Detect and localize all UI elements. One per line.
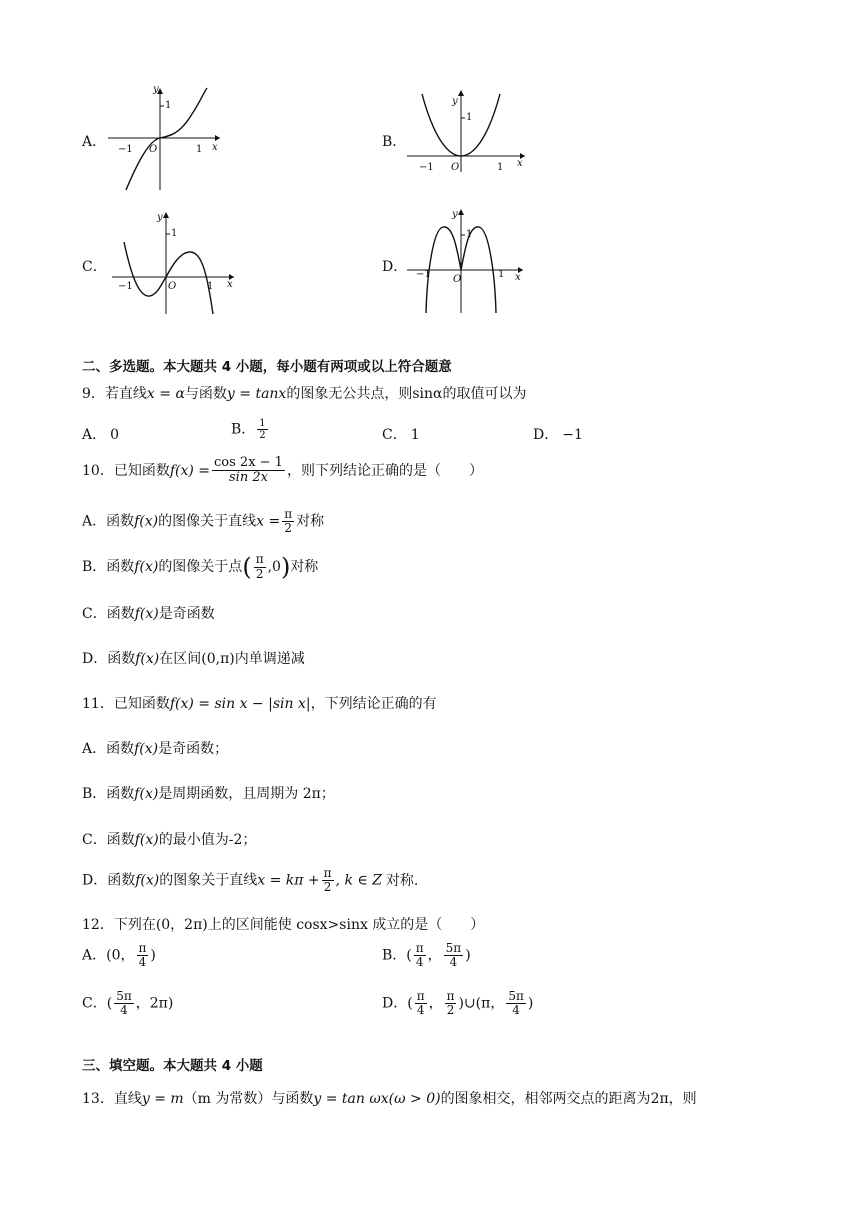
y-axis-label: y (153, 84, 159, 95)
frac-num: 5π (445, 941, 462, 955)
option-text: 函数 (106, 559, 135, 575)
origin-label: O (168, 281, 177, 292)
option-eq: x = kπ + (257, 872, 320, 889)
q9-option-b (231, 418, 270, 441)
q11-prefix: 11．已知函数 (82, 696, 170, 712)
option-fx: f(x) (134, 606, 159, 622)
option-label: C． (82, 995, 107, 1012)
x-axis-label: x (212, 142, 218, 153)
question-11 (82, 693, 437, 713)
q11-suffix: ，下列结论正确的有 (310, 696, 437, 712)
option-text: 的最小值为-2； (158, 832, 257, 848)
q13-func: y = tan ωx(ω > 0) (313, 1091, 441, 1107)
frac-den: 4 (449, 955, 458, 970)
option-text: 函数 (106, 606, 135, 622)
frac-num: π (255, 552, 264, 567)
option-label: C． (82, 832, 107, 848)
q11-option-d (82, 867, 418, 894)
frac-den: 4 (415, 955, 424, 970)
option-value: 0 (110, 427, 120, 443)
graph-c-label: C． (82, 259, 107, 275)
option-text: 是奇函数； (158, 741, 229, 757)
option-text: ) (465, 947, 471, 964)
option-label: C． (382, 427, 407, 443)
frac-den: 4 (138, 955, 147, 970)
frac-den: 4 (416, 1003, 425, 1018)
option-text: 的图象关于直线 (159, 872, 258, 889)
option-text: 函数 (106, 832, 135, 848)
option-point: ,0 (267, 559, 281, 575)
x-axis-label: x (515, 272, 521, 283)
option-text: ， (428, 995, 443, 1012)
option-fraction (254, 553, 266, 580)
option-text: 是奇函数 (158, 606, 215, 622)
q9-option-c (382, 424, 420, 444)
origin-label: O (453, 274, 462, 285)
option-text: 函数 (106, 741, 135, 757)
q12-option-d (382, 990, 533, 1017)
q9-sin: sinα (412, 386, 443, 402)
q10-fraction (212, 456, 285, 486)
tick-y1: 1 (165, 100, 172, 111)
option-fraction (282, 508, 294, 535)
frac-den: 4 (120, 1003, 128, 1018)
frac-den: 4 (512, 1003, 520, 1018)
origin-label: O (149, 144, 158, 155)
q9-option-d (533, 424, 583, 444)
q9-func: y = tanx (226, 386, 287, 402)
option-value: 1 (410, 427, 420, 443)
question-12: 12．下列在(0，2π)上的区间能使 cosx>sinx 成立的是（ ） (82, 917, 485, 933)
tick-y1: 1 (171, 228, 178, 239)
q10-fx: f(x) = (169, 462, 211, 479)
option-fraction (322, 867, 334, 894)
option-text: 的图像关于点 (158, 559, 243, 575)
option-text: (0， (106, 947, 135, 964)
q13-note: （m 为常数）与函数 (183, 1091, 314, 1107)
q13-suffix: 的图象相交，相邻两交点的距离为 (440, 1091, 651, 1107)
option-label: B． (82, 786, 107, 802)
option-interval: (0,π) (201, 651, 235, 667)
section-2-title: 二、多选题。本大题共 4 小题，每小题有两项或以上符合题意 (82, 359, 452, 375)
frac-den: sin 2x (229, 470, 268, 486)
option-fx: f(x) (134, 741, 159, 757)
tick-y1: 1 (466, 112, 473, 123)
option-label: A． (82, 513, 107, 530)
tick-1: 1 (498, 269, 505, 280)
frac-den: 2 (446, 1003, 455, 1018)
frac-num: 1 (259, 418, 266, 429)
y-axis-label: y (452, 96, 458, 107)
q10-option-d (82, 648, 305, 668)
option-label: D． (382, 995, 408, 1012)
option-text: ) (527, 995, 534, 1012)
frac-num: π (416, 989, 425, 1003)
q10-option-a (82, 508, 324, 535)
option-label: D． (533, 427, 559, 443)
q9-end: 的取值可以为 (442, 386, 527, 402)
option-label: A． (82, 427, 107, 443)
frac-den: 2 (259, 430, 266, 441)
q11-expr: f(x) = sin x − |sin x| (169, 696, 311, 712)
option-fraction (137, 942, 149, 969)
q9-line: x = α (146, 386, 185, 402)
q10-suffix: ，则下列结论正确的是（ ） (286, 462, 483, 479)
option-text: ) (150, 947, 156, 964)
option-value: −1 (562, 427, 583, 443)
option-text: 对称 (290, 559, 319, 575)
option-label: D． (82, 872, 108, 889)
q12-option-c (82, 990, 173, 1017)
question-13 (82, 1088, 697, 1108)
option-fraction (257, 418, 267, 441)
frac-num: π (284, 507, 293, 521)
frac-num: 5π (508, 989, 524, 1003)
q10-option-c (82, 603, 215, 623)
q9-mid: 与函数 (184, 386, 227, 402)
question-10 (82, 456, 483, 486)
q10-prefix: 10．已知函数 (82, 462, 170, 479)
option-fraction (114, 990, 134, 1017)
q11-option-c (82, 829, 256, 849)
option-fx: f(x) (135, 872, 160, 889)
option-fraction (444, 942, 464, 969)
q12-option-a (82, 942, 156, 969)
frac-num: π (415, 941, 424, 955)
option-fx: f(x) (134, 513, 159, 530)
frac-den: 2 (323, 880, 332, 895)
section-3-title: 三、填空题。本大题共 4 小题 (82, 1058, 263, 1074)
option-text: 函数 (107, 651, 136, 667)
q9-option-a (82, 424, 119, 444)
frac-num: π (138, 941, 147, 955)
option-label: B． (82, 559, 107, 575)
option-text: 对称. (385, 872, 419, 889)
graph-b-label: B． (382, 134, 407, 150)
option-fraction (506, 990, 526, 1017)
q13-end: ，则 (668, 1091, 697, 1107)
option-text: ( (407, 995, 413, 1012)
option-text: ( (106, 995, 113, 1012)
q9-prefix: 9．若直线 (82, 386, 147, 402)
tick-neg1: −1 (118, 144, 133, 155)
frac-num: π (323, 866, 332, 880)
x-axis-label: x (227, 279, 233, 290)
option-text: 内单调递减 (234, 651, 305, 667)
question-9 (82, 383, 526, 403)
q13-dist: 2π (650, 1091, 669, 1107)
option-fx: f(x) (134, 832, 159, 848)
frac-num: π (446, 989, 455, 1003)
option-text: 函数 (106, 786, 135, 802)
option-text: ，2π) (135, 995, 174, 1012)
option-text: 在区间 (159, 651, 202, 667)
option-label: A． (82, 741, 107, 757)
q9-suffix: 的图象无公共点，则 (286, 386, 413, 402)
option-tail: , k ∈ Z (335, 872, 382, 889)
q11-option-a (82, 738, 228, 758)
option-text: ， (427, 947, 442, 964)
tick-y1: 1 (466, 229, 473, 240)
option-fx: f(x) (134, 786, 159, 802)
graph-c (110, 208, 240, 322)
option-label: A． (82, 947, 107, 964)
graph-a (104, 84, 224, 198)
option-fx: f(x) (135, 651, 160, 667)
option-text: 函数 (107, 872, 136, 889)
frac-den: 2 (255, 566, 264, 581)
graph-d-label: D． (382, 259, 408, 275)
tick-neg1: −1 (416, 269, 431, 280)
q13-line: y = m (141, 1091, 184, 1107)
option-label: C． (82, 606, 107, 622)
option-fraction (414, 942, 426, 969)
graph-d (405, 205, 530, 321)
q13-prefix: 13．直线 (82, 1091, 142, 1107)
option-eq: x = (256, 513, 281, 530)
tick-neg1: −1 (419, 162, 434, 173)
option-text: 的图像关于直线 (158, 513, 257, 530)
option-text: 是周期函数，且周期为 2π； (158, 786, 335, 802)
option-text: )∪(π， (458, 995, 505, 1012)
q12-option-b (382, 942, 471, 969)
frac-den: 2 (284, 521, 292, 536)
option-text: ( (406, 947, 412, 964)
option-fraction (415, 990, 427, 1017)
frac-num: 5π (116, 989, 132, 1003)
q11-option-b (82, 783, 335, 803)
option-fraction (445, 990, 457, 1017)
tick-neg1: −1 (118, 281, 133, 292)
q10-option-b: B．函数f(x)的图像关于点( $\frac{\pi}{2}$ ,0)对称 (82, 552, 319, 581)
option-label: D． (82, 651, 108, 667)
tick-1: 1 (497, 162, 504, 173)
tick-1: 1 (196, 144, 203, 155)
y-axis-label: y (452, 209, 458, 220)
option-label: B． (382, 947, 407, 964)
tick-1: 1 (207, 281, 214, 292)
graph-a-label: A． (82, 134, 107, 150)
y-axis-label: y (157, 212, 163, 223)
origin-label: O (451, 162, 460, 173)
option-label: B． (231, 421, 256, 438)
option-fx: f(x) (134, 559, 159, 575)
option-text: 函数 (106, 513, 135, 530)
x-axis-label: x (517, 158, 523, 169)
option-text: 对称 (296, 513, 325, 530)
frac-num: cos 2x − 1 (214, 455, 283, 470)
graph-b (405, 86, 530, 180)
